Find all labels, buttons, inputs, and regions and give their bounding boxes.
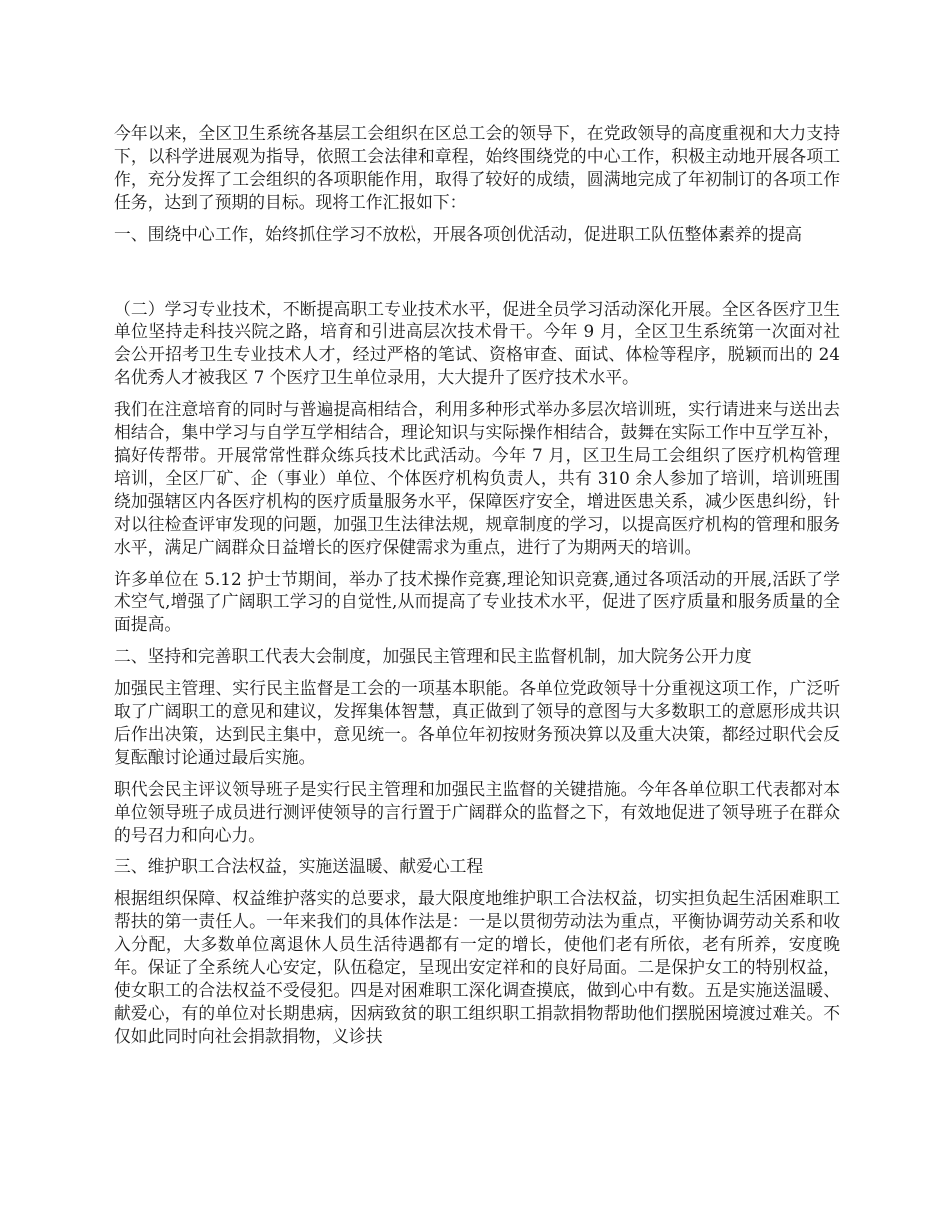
paragraph-democratic-management: 加强民主管理、实行民主监督是工会的一项基本职能。各单位党政领导十分重视这项工作，广泛听取了广阔职工的意见和建议，发挥集体智慧，真正做到了领导的意图与大多数职工的意愿形成共识后作出决策，达到民主集中，意见统一。各单位年初按财务预决算以及重大决策，都经过职代会反复酝酿讨论通过最后实施。: [114, 678, 840, 767]
paragraph-intro: 今年以来，全区卫生系统各基层工会组织在区总工会的领导下，在党政领导的高度重视和大力支持下，以科学进展观为指导，依照工会法律和章程，始终围绕党的中心工作，积极主动地开展各项工作，充分发挥了工会组织的各项职能作用，取得了较好的成绩，圆满地完成了年初制订的各项工作任务，达到了预期的目标。现将工作汇报如下：: [114, 123, 840, 212]
paragraph-professional-skills: （二）学习专业技术，不断提高职工专业技术水平，促进全员学习活动深化开展。全区各医疗卫生单位坚持走科技兴院之路，培育和引进高层次技术骨干。今年 9 月，全区卫生系统第一次面对社会公开招考卫生专业技术人才，经过严格的笔试、资格审查、面试、体检等程序，脱颖而出的 24 名优秀人才被我区 7 个医疗卫生单位录用，大大提升了医疗技术水平。: [114, 298, 840, 388]
section-heading-1: 一、围绕中心工作，始终抓住学习不放松，开展各项创优活动，促进职工队伍整体素养的提高: [114, 223, 803, 244]
paragraph-leadership-review: 职代会民主评议领导班子是实行民主管理和加强民主监督的关键措施。今年各单位职工代表都对本单位领导班子成员进行测评使领导的言行置于广阔群众的监督之下，有效地促进了领导班子在群众的号召力和向心力。: [114, 778, 840, 845]
paragraph-training: 我们在注意培育的同时与普遍提高相结合，利用多种形式举办多层次培训班，实行请进来与送出去相结合，集中学习与自学互学相结合，理论知识与实际操作相结合，鼓舞在实际工作中互学互补，搞好传帮带。开展常常性群众练兵技术比武活动。今年 7 月，区卫生局工会组织了医疗机构管理培训，全区厂矿、企（事业）单位、个体医疗机构负责人，共有 310 余人参加了培训，培训班围绕加强辖区内各医疗机构的医疗质量服务水平，保障医疗安全，增进医患关系，减少医患纠纷，针对以往检查评审发现的问题，加强卫生法律法规，规章制度的学习，以提高医疗机构的管理和服务水平，满足广阔群众日益增长的医疗保健需求为重点，进行了为期两天的培训。: [114, 399, 840, 557]
section-heading-3: 三、维护职工合法权益，实施送温暖、献爱心工程: [114, 856, 484, 877]
section-heading-2: 二、坚持和完善职工代表大会制度，加强民主管理和民主监督机制，加大院务公开力度: [114, 646, 752, 667]
document-body: [114, 122, 840, 1057]
paragraph-rights-protection: 根据组织保障、权益维护落实的总要求，最大限度地维护职工合法权益，切实担负起生活困难职工帮扶的第一责任人。一年来我们的具体作法是：一是以贯彻劳动法为重点，平衡协调劳动关系和收入分配，大多数单位离退休人员生活待遇都有一定的增长，使他们老有所依，老有所养，安度晚年。保证了全系统人心安定，队伍稳定，呈现出安定祥和的良好局面。二是保护女工的特别权益，使女职工的合法权益不受侵犯。四是对困难职工深化调查摸底，做到心中有数。五是实施送温暖、献爱心，有的单位对长期患病，因病致贫的职工组织职工捐款捐物帮助他们摆脱困境渡过难关。不仅如此同时向社会捐款捐物，义诊扶: [114, 888, 840, 1046]
paragraph-nurses-day: 许多单位在 5.12 护士节期间，举办了技术操作竞赛,理论知识竞赛,通过各项活动的开展,活跃了学术空气,增强了广阔职工学习的自觉性,从而提高了专业技术水平，促进了医疗质量和服务质量的全面提高。: [114, 568, 840, 635]
